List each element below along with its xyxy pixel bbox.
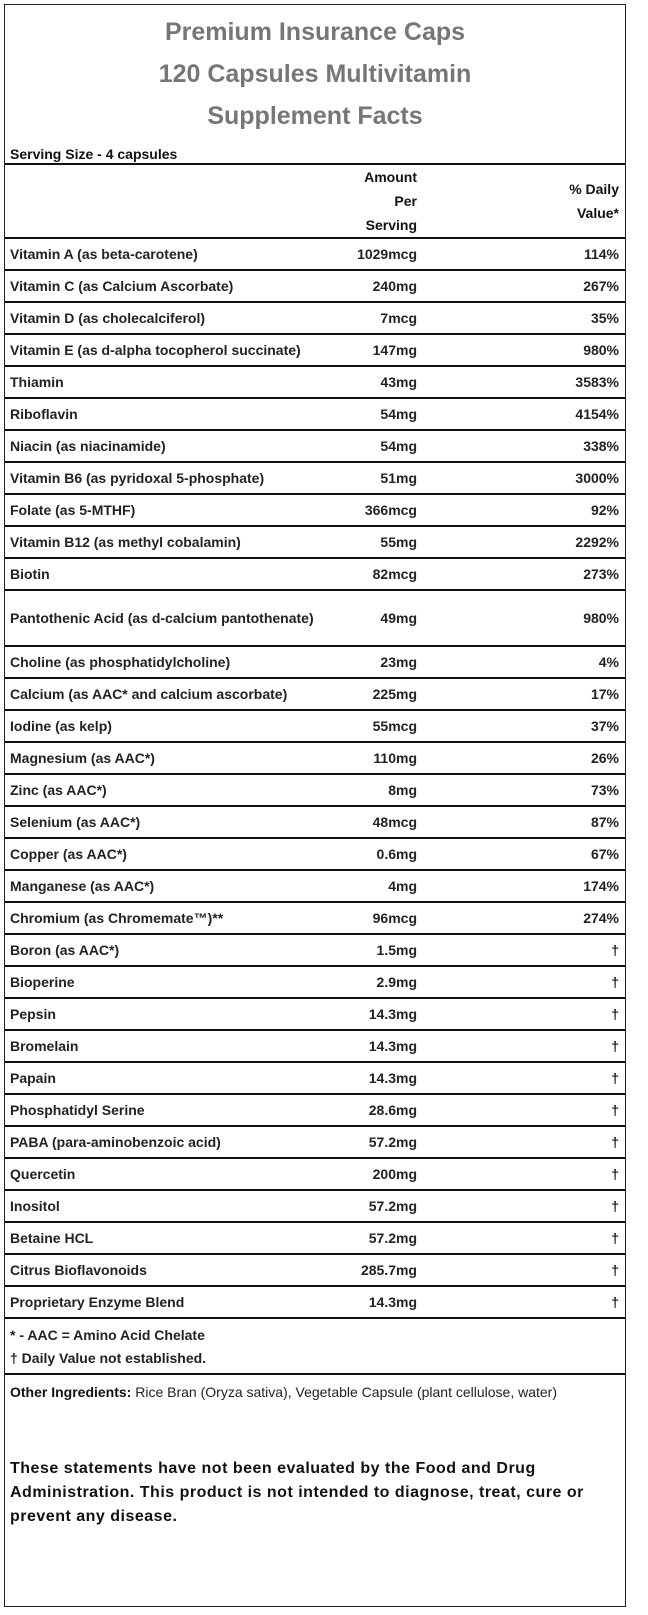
nutrient-amount: 147mg xyxy=(352,334,545,366)
nutrient-name: Chromium (as Chromemate™)** xyxy=(5,902,352,934)
nutrient-daily-value: † xyxy=(545,1158,625,1190)
nutrient-name: Vitamin B6 (as pyridoxal 5-phosphate) xyxy=(5,462,352,494)
table-row xyxy=(5,1094,625,1126)
nutrient-amount: 225mg xyxy=(352,678,545,710)
nutrient-name: Thiamin xyxy=(5,366,352,398)
nutrient-amount: 48mcg xyxy=(352,806,545,838)
table-row xyxy=(5,774,625,806)
nutrient-amount: 23mg xyxy=(352,646,545,678)
nutrient-amount: 8mg xyxy=(352,774,545,806)
footnote-dagger: † Daily Value not established. xyxy=(10,1350,207,1366)
nutrient-name: Iodine (as kelp) xyxy=(5,710,352,742)
table-row xyxy=(5,806,625,838)
nutrient-daily-value: 338% xyxy=(545,430,625,462)
nutrient-daily-value: 26% xyxy=(545,742,625,774)
nutrient-daily-value: 273% xyxy=(545,558,625,590)
table-row xyxy=(5,270,625,302)
table-row xyxy=(5,646,625,678)
table-row xyxy=(5,334,625,366)
nutrient-amount: 55mg xyxy=(352,526,545,558)
nutrient-name: Choline (as phosphatidylcholine) xyxy=(5,646,352,678)
nutrient-amount: 54mg xyxy=(352,398,545,430)
table-row xyxy=(5,430,625,462)
nutrient-daily-value: † xyxy=(545,1062,625,1094)
nutrient-name: Vitamin B12 (as methyl cobalamin) xyxy=(5,526,352,558)
nutrient-name: Betaine HCL xyxy=(5,1222,352,1254)
nutrient-daily-value: 4154% xyxy=(545,398,625,430)
nutrient-daily-value: † xyxy=(545,1286,625,1318)
other-ingredients-label: Other Ingredients: xyxy=(10,1384,132,1400)
nutrient-amount: 0.6mg xyxy=(352,838,545,870)
nutrient-name: Calcium (as AAC* and calcium ascorbate) xyxy=(5,678,352,710)
table-row xyxy=(5,494,625,526)
nutrient-name: Vitamin D (as cholecalciferol) xyxy=(5,302,352,334)
nutrient-amount: 14.3mg xyxy=(352,1030,545,1062)
nutrient-daily-value: † xyxy=(545,966,625,998)
nutrient-amount: 4mg xyxy=(352,870,545,902)
nutrient-amount: 49mg xyxy=(352,590,545,646)
table-row xyxy=(5,742,625,774)
table-row xyxy=(5,934,625,966)
other-ingredients-text: Rice Bran (Oryza sativa), Vegetable Capsule (plant cellulose, water) xyxy=(131,1384,557,1400)
nutrient-name: Copper (as AAC*) xyxy=(5,838,352,870)
header-amount-line1: Amount Per xyxy=(364,169,417,209)
table-row xyxy=(5,1158,625,1190)
nutrient-daily-value: 980% xyxy=(545,334,625,366)
nutrient-amount: 55mcg xyxy=(352,710,545,742)
product-subtitle: 120 Capsules Multivitamin xyxy=(158,60,472,88)
nutrient-amount: 240mg xyxy=(352,270,545,302)
table-row xyxy=(5,558,625,590)
other-ingredients xyxy=(5,1375,625,1457)
header-amount xyxy=(352,164,545,238)
nutrient-daily-value: 174% xyxy=(545,870,625,902)
table-row xyxy=(5,238,625,270)
nutrient-name: Pepsin xyxy=(5,998,352,1030)
table-row xyxy=(5,398,625,430)
nutrient-daily-value: 35% xyxy=(545,302,625,334)
nutrient-amount: 14.3mg xyxy=(352,1286,545,1318)
nutrient-daily-value: † xyxy=(545,1094,625,1126)
nutrient-name: Biotin xyxy=(5,558,352,590)
nutrient-name: Inositol xyxy=(5,1190,352,1222)
title-block xyxy=(5,5,625,137)
nutrient-daily-value: † xyxy=(545,1254,625,1286)
nutrient-amount: 1029mcg xyxy=(352,238,545,270)
table-row xyxy=(5,1286,625,1318)
nutrient-name: Zinc (as AAC*) xyxy=(5,774,352,806)
nutrient-daily-value: 87% xyxy=(545,806,625,838)
nutrient-name: Niacin (as niacinamide) xyxy=(5,430,352,462)
product-name: Premium Insurance Caps xyxy=(164,18,466,46)
nutrient-name: Vitamin E (as d-alpha tocopherol succinate) xyxy=(5,334,352,366)
serving-size: Serving Size - 4 capsules xyxy=(10,146,178,162)
nutrient-amount: 57.2mg xyxy=(352,1190,545,1222)
table-row xyxy=(5,838,625,870)
nutrient-name: PABA (para-aminobenzoic acid) xyxy=(5,1126,352,1158)
nutrient-daily-value: † xyxy=(545,1190,625,1222)
nutrient-daily-value: 3583% xyxy=(545,366,625,398)
table-row xyxy=(5,302,625,334)
nutrient-amount: 14.3mg xyxy=(352,1062,545,1094)
table-row xyxy=(5,1254,625,1286)
nutrient-amount: 96mcg xyxy=(352,902,545,934)
footnotes xyxy=(5,1319,625,1375)
nutrient-daily-value: 73% xyxy=(545,774,625,806)
table-row xyxy=(5,902,625,934)
nutrient-name: Folate (as 5-MTHF) xyxy=(5,494,352,526)
nutrient-amount: 43mg xyxy=(352,366,545,398)
nutrient-daily-value: † xyxy=(545,934,625,966)
table-row xyxy=(5,678,625,710)
table-row xyxy=(5,966,625,998)
nutrient-name: Boron (as AAC*) xyxy=(5,934,352,966)
table-row xyxy=(5,1062,625,1094)
nutrient-name: Pantothenic Acid (as d-calcium pantothenate) xyxy=(5,590,352,646)
header-amount-line2: Serving xyxy=(365,217,417,233)
nutrient-amount: 2.9mg xyxy=(352,966,545,998)
nutrient-daily-value: 67% xyxy=(545,838,625,870)
nutrient-amount: 51mg xyxy=(352,462,545,494)
nutrient-amount: 14.3mg xyxy=(352,998,545,1030)
nutrient-amount: 28.6mg xyxy=(352,1094,545,1126)
fda-disclaimer: These statements have not been evaluated by the Food and Drug Administration. This product is not intended to diagnose, treat, cure or prevent any disease. xyxy=(10,1460,584,1525)
table-row xyxy=(5,998,625,1030)
nutrient-amount: 54mg xyxy=(352,430,545,462)
table-row xyxy=(5,526,625,558)
nutrient-daily-value: † xyxy=(545,1222,625,1254)
nutrient-name: Riboflavin xyxy=(5,398,352,430)
nutrient-amount: 200mg xyxy=(352,1158,545,1190)
table-row xyxy=(5,590,625,646)
nutrient-daily-value: 267% xyxy=(545,270,625,302)
nutrient-daily-value: 114% xyxy=(545,238,625,270)
table-row xyxy=(5,870,625,902)
nutrient-name: Vitamin C (as Calcium Ascorbate) xyxy=(5,270,352,302)
nutrient-amount: 57.2mg xyxy=(352,1222,545,1254)
nutrient-daily-value: 2292% xyxy=(545,526,625,558)
nutrient-name: Bioperine xyxy=(5,966,352,998)
table-header-row xyxy=(5,164,625,238)
header-daily-value xyxy=(545,164,625,238)
nutrient-table xyxy=(5,163,625,1319)
nutrient-name: Vitamin A (as beta-carotene) xyxy=(5,238,352,270)
nutrient-name: Phosphatidyl Serine xyxy=(5,1094,352,1126)
nutrient-name: Magnesium (as AAC*) xyxy=(5,742,352,774)
nutrient-daily-value: 4% xyxy=(545,646,625,678)
panel-heading: Supplement Facts xyxy=(207,102,423,130)
nutrient-amount: 7mcg xyxy=(352,302,545,334)
table-row xyxy=(5,366,625,398)
nutrient-daily-value: 37% xyxy=(545,710,625,742)
nutrient-name: Selenium (as AAC*) xyxy=(5,806,352,838)
table-row xyxy=(5,1126,625,1158)
nutrient-name: Papain xyxy=(5,1062,352,1094)
nutrient-amount: 366mcg xyxy=(352,494,545,526)
nutrient-daily-value: † xyxy=(545,998,625,1030)
table-row xyxy=(5,1222,625,1254)
nutrient-daily-value: 980% xyxy=(545,590,625,646)
nutrient-amount: 110mg xyxy=(352,742,545,774)
header-dv-line1: % Daily xyxy=(569,181,619,197)
nutrient-amount: 57.2mg xyxy=(352,1126,545,1158)
nutrient-amount: 82mcg xyxy=(352,558,545,590)
nutrient-name: Citrus Bioflavonoids xyxy=(5,1254,352,1286)
table-row xyxy=(5,710,625,742)
nutrient-daily-value: 274% xyxy=(545,902,625,934)
nutrient-name: Manganese (as AAC*) xyxy=(5,870,352,902)
nutrient-name: Proprietary Enzyme Blend xyxy=(5,1286,352,1318)
nutrient-amount: 285.7mg xyxy=(352,1254,545,1286)
footnote-aac: * - AAC = Amino Acid Chelate xyxy=(10,1327,205,1343)
nutrient-daily-value: 3000% xyxy=(545,462,625,494)
table-row xyxy=(5,1030,625,1062)
table-row xyxy=(5,462,625,494)
nutrient-amount: 1.5mg xyxy=(352,934,545,966)
table-row xyxy=(5,1190,625,1222)
nutrient-daily-value: 92% xyxy=(545,494,625,526)
nutrient-daily-value: † xyxy=(545,1030,625,1062)
nutrient-daily-value: † xyxy=(545,1126,625,1158)
nutrient-daily-value: 17% xyxy=(545,678,625,710)
nutrient-name: Bromelain xyxy=(5,1030,352,1062)
header-name-cell xyxy=(5,164,352,238)
nutrient-name: Quercetin xyxy=(5,1158,352,1190)
supplement-facts-panel xyxy=(4,4,626,1607)
header-dv-line2: Value* xyxy=(576,205,619,221)
